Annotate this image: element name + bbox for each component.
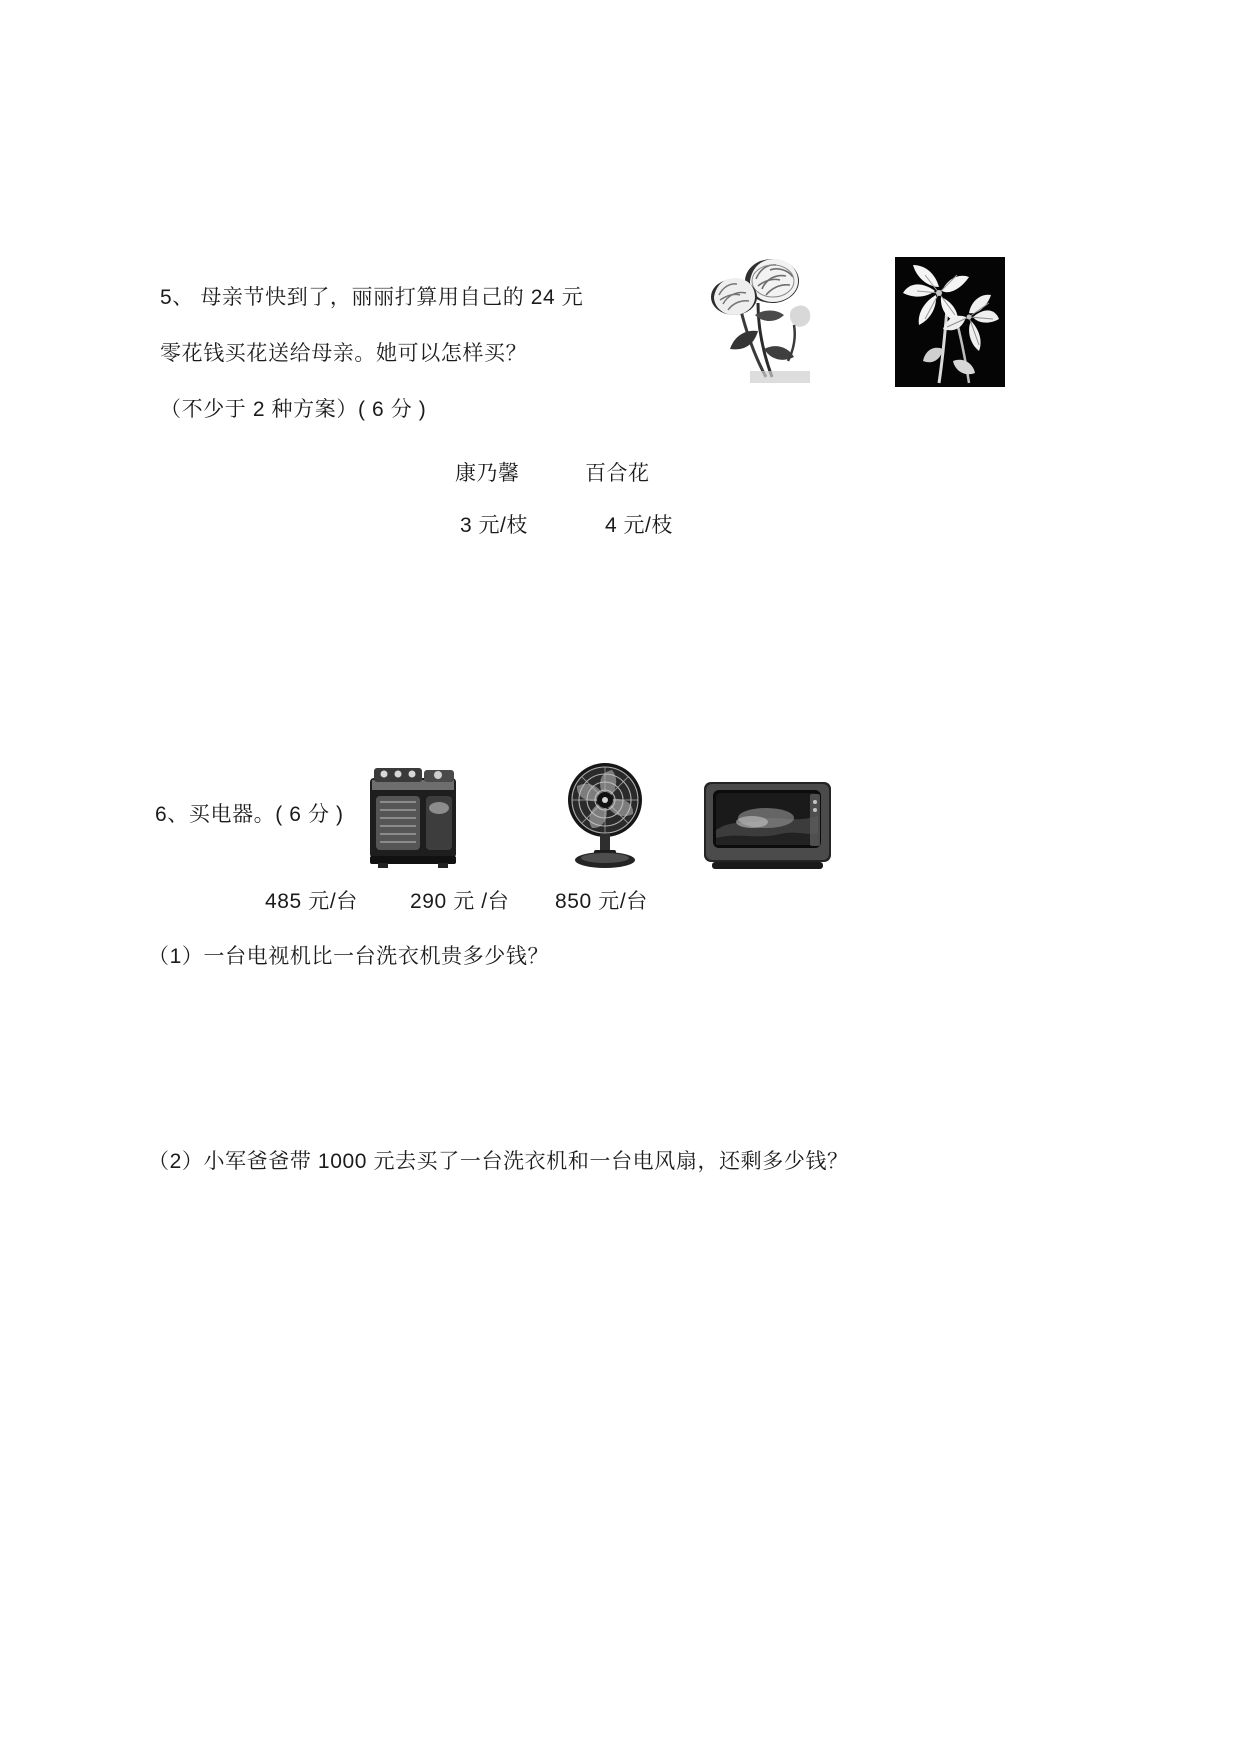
- electric-fan-photo: [550, 760, 660, 872]
- flower-images: [700, 245, 1030, 390]
- lily-name: 百合花: [585, 462, 650, 485]
- question-5-line-2: 零花钱买花送给母亲。她可以怎样买？: [160, 342, 528, 365]
- washing-machine-price: 485 元/台: [265, 890, 358, 913]
- carnation-photo: [700, 245, 830, 385]
- question-5-line-1: 5、 母亲节快到了，丽丽打算用自己的 24 元: [160, 286, 584, 309]
- question-6-sub-1: （1）一台电视机比一台洗衣机贵多少钱？: [148, 945, 550, 968]
- lily-photo: [895, 257, 1005, 387]
- carnation-name: 康乃馨: [455, 462, 520, 485]
- carnation-price: 3 元/枝: [460, 514, 528, 537]
- television-price: 850 元/台: [555, 890, 648, 913]
- flower-price-row: [455, 500, 795, 552]
- washing-machine-photo: [360, 760, 465, 870]
- question-5-line-3: （不少于 2 种方案）( 6 分 ): [160, 398, 427, 421]
- lily-price: 4 元/枝: [605, 514, 673, 537]
- appliance-images: [340, 760, 940, 875]
- question-6-title: 6、买电器。( 6 分 ): [155, 803, 344, 826]
- flower-price-table: [455, 448, 795, 552]
- appliance-price-row: [265, 885, 648, 915]
- television-photo: [700, 778, 835, 873]
- question-5-block: [160, 270, 700, 438]
- flower-name-row: [455, 448, 795, 500]
- question-6-sub-2: （2）小军爸爸带 1000 元去买了一台洗衣机和一台电风扇，还剩多少钱？: [148, 1150, 849, 1173]
- electric-fan-price: 290 元 /台: [410, 890, 510, 913]
